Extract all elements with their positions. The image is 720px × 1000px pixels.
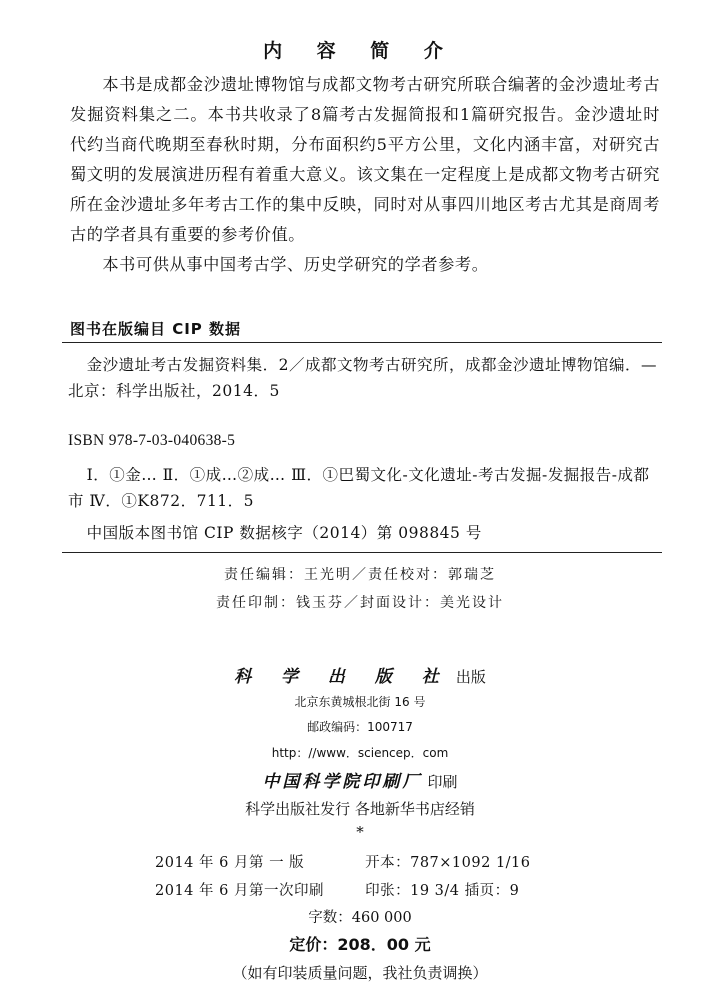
isbn: ISBN 978-7-03-040638-5 (68, 432, 236, 449)
printer-role: 印刷 (427, 773, 458, 791)
publisher-website: http：//www．sciencep．com (271, 746, 449, 760)
cip-record (68, 352, 660, 404)
synopsis-paragraph-1: 本书是成都金沙遗址博物馆与成都文物考古研究所联合编著的金沙遗址考古发掘资料集之二。本书共收录了8篇考古发掘简报和1篇研究报告。金沙遗址时代约当商代晚期至春秋时期，分布面积约5平方公里，文化内涵丰富，对研究古蜀文明的发展演进历程有着重大意义。该文集在一定程度上是成都文物考古研究所在金沙遗址多年考古工作的集中反映，同时对从事四川地区考古尤其是商周考古的学者具有重要的参考价值。 (70, 75, 660, 244)
edition-row-2 (155, 879, 519, 900)
quality-notice: （如有印装质量问题，我社负责调换） (232, 964, 488, 982)
cip-heading: 图书在版编目 CIP 数据 (70, 320, 242, 338)
synopsis-paragraph-2: 本书可供从事中国考古学、历史学研究的学者参考。 (102, 255, 489, 274)
sheet-count: 印张：19 3/4 插页：9 (365, 883, 520, 899)
printer-line (0, 767, 720, 792)
format-size: 开本：787×1092 1/16 (365, 855, 531, 871)
printing-date: 2014 年 6 月第一次印刷 (155, 883, 324, 899)
publisher-address: 北京东黄城根北街 16 号 (294, 695, 426, 709)
cip-classification-text: Ⅰ．①金… Ⅱ．①成…②成… Ⅲ．①巴蜀文化-文化遗址-考古发掘-发掘报告-成都市 Ⅳ．①K872．711．5 (68, 466, 650, 510)
staff-line-2: 责任印制：钱玉芬／封面设计：美光设计 (216, 595, 504, 611)
distribution: 科学出版社发行 各地新华书店经销 (245, 800, 475, 818)
separator-star: * (356, 823, 364, 841)
synopsis (70, 70, 660, 280)
price: 定价：208．00 元 (289, 935, 431, 954)
cip-classification (68, 462, 660, 514)
publisher-postcode: 邮政编码：100717 (307, 720, 413, 734)
cip-verification (68, 520, 660, 546)
publisher-logo: 科 学 出 版 社 (234, 667, 451, 687)
word-count: 字数：460 000 (308, 910, 412, 926)
publisher-role: 出版 (455, 668, 486, 686)
printer-logo: 中国科学院印刷厂 (262, 772, 423, 792)
staff-line-1: 责任编辑：王光明／责任校对：郭瑞芝 (224, 567, 496, 583)
edition-date: 2014 年 6 月第 一 版 (155, 855, 305, 871)
cip-record-text: 金沙遗址考古发掘资料集．2／成都文物考古研究所，成都金沙遗址博物馆编．—北京：科学出版社，2014．5 (68, 356, 657, 400)
cip-rule-bottom (62, 552, 662, 553)
cip-verification-text: 中国版本图书馆 CIP 数据核字（2014）第 098845 号 (86, 524, 482, 542)
edition-row-1 (155, 851, 531, 872)
cip-rule-top (62, 342, 662, 343)
page-title: 内 容 简 介 (263, 40, 457, 62)
publisher-line (0, 662, 720, 687)
